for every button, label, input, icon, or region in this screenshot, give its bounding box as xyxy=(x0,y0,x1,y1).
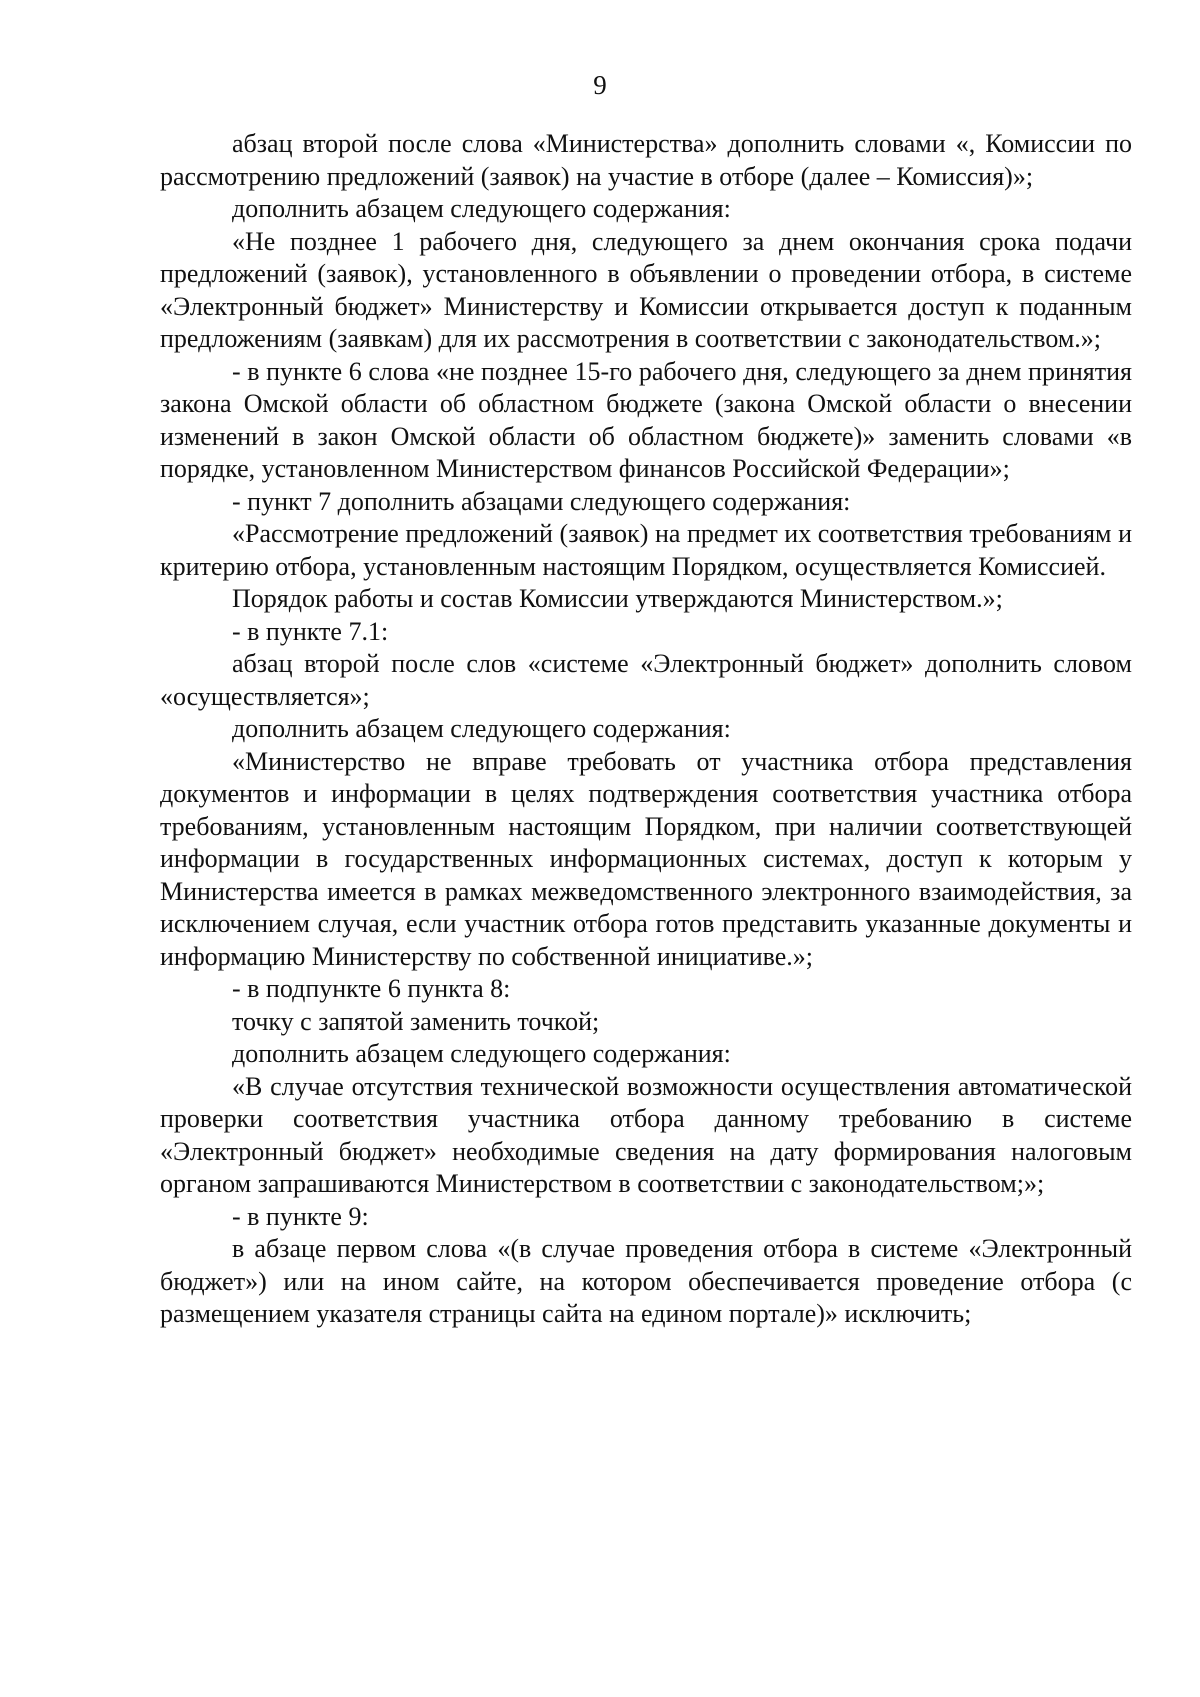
paragraph: точку с запятой заменить точкой; xyxy=(232,1006,600,1036)
paragraph: «Министерство не вправе требовать от участника отбора представления документов и информации в целях подтверждения соответствия участника отбора требованиям, установленным настоящим Порядком, при наличии соответствующей информации в государственных информационных системах, доступ к которым у Министерства имеется в рамках межведомственного электронного взаимодействия, за исключением случая, если участник отбора готов представить указанные документы и информацию Министерству по собственной инициативе.»; xyxy=(160,746,1132,971)
paragraph: дополнить абзацем следующего содержания: xyxy=(232,1039,731,1068)
paragraph: Порядок работы и состав Комиссии утверждаются Министерством.»; xyxy=(232,584,1003,613)
paragraph: «В случае отсутствия технической возможности осуществления автоматической проверки соответствия участника отбора данному требованию в системе «Электронный бюджет» необходимые сведения на дату формирования налоговым органом запрашиваются Министерством в соответствии с законодательством;»; xyxy=(160,1071,1132,1198)
paragraph: - в пункте 9: xyxy=(232,1201,369,1231)
paragraph: дополнить абзацем следующего содержания: xyxy=(232,714,731,743)
paragraph: - в пункте 7.1: xyxy=(232,616,389,646)
paragraph: дополнить абзацем следующего содержания: xyxy=(232,194,731,223)
paragraph: - в подпункте 6 пункта 8: xyxy=(232,974,511,1003)
document-body xyxy=(160,128,1132,1331)
paragraph: - в пункте 6 слова «не позднее 15-го рабочего дня, следующего за днем принятия закона Омской области об областном бюджете (закона Омской области о внесении изменений в закон Омской области об областном бюджете)» заменить словами «в порядке, установленном Министерством финансов Российской Федерации»; xyxy=(160,356,1132,483)
page-number: 9 xyxy=(593,70,607,100)
paragraph: «Рассмотрение предложений (заявок) на предмет их соответствия требованиям и критерию отбора, установленным настоящим Порядком, осуществляется Комиссией. xyxy=(160,519,1132,581)
paragraph: абзац второй после слов «системе «Электронный бюджет» дополнить словом «осуществляется»; xyxy=(160,649,1132,711)
paragraph: в абзаце первом слова «(в случае проведения отбора в системе «Электронный бюджет») или на ином сайте, на котором обеспечивается проведение отбора (с размещением указателя страницы сайта на едином портале)» исключить; xyxy=(160,1234,1132,1328)
paragraph: абзац второй после слова «Министерства» дополнить словами «, Комиссии по рассмотрению предложений (заявок) на участие в отборе (далее – Комиссия)»; xyxy=(160,129,1132,191)
paragraph: «Не позднее 1 рабочего дня, следующего за днем окончания срока подачи предложений (заявок), установленного в объявлении о проведении отбора, в системе «Электронный бюджет» Министерству и Комиссии открывается доступ к поданным предложениям (заявкам) для их рассмотрения в соответствии с законодательством.»; xyxy=(160,226,1132,353)
paragraph: - пункт 7 дополнить абзацами следующего содержания: xyxy=(232,486,851,516)
